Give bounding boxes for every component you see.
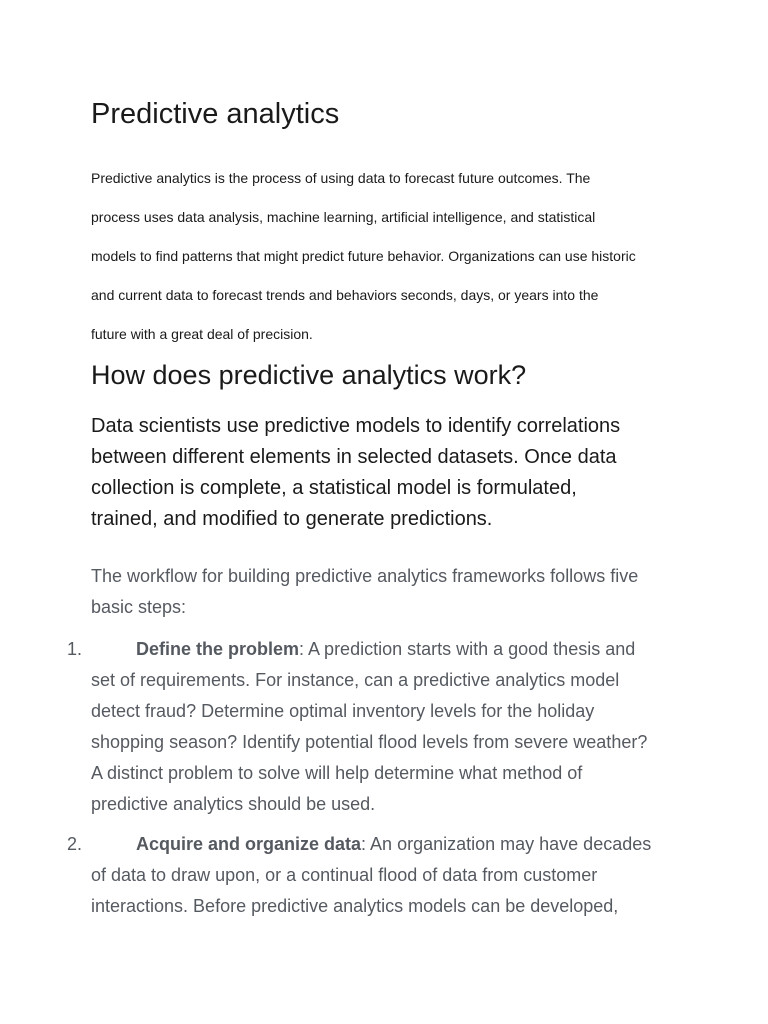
step-line: A distinct problem to solve will help determine what method of <box>91 763 583 783</box>
step-first-text: : A prediction starts with a good thesis and <box>299 639 636 659</box>
step-line: of data to draw upon, or a continual flood of data from customer <box>91 865 598 885</box>
workflow-line: basic steps: <box>91 597 187 617</box>
step-number: 2. <box>67 834 83 854</box>
step-title: Acquire and organize data <box>136 834 362 854</box>
step-title: Define the problem <box>136 639 300 659</box>
step-line: set of requirements. For instance, can a predictive analytics model <box>91 670 620 690</box>
intro-paragraph <box>91 159 701 354</box>
lead-line: trained, and modified to generate predictions. <box>91 508 493 530</box>
step-first-line <box>91 829 711 860</box>
step-first-text: : An organization may have decades <box>361 834 652 854</box>
lead-line: collection is complete, a statistical model is formulated, <box>91 477 577 499</box>
intro-line: models to find patterns that might predict future behavior. Organizations can use historic <box>91 248 636 264</box>
intro-line: and current data to forecast trends and behaviors seconds, days, or years into the <box>91 287 599 303</box>
section-heading: How does predictive analytics work? <box>91 360 527 390</box>
workflow-paragraph <box>91 561 711 623</box>
step-line: predictive analytics should be used. <box>91 794 376 814</box>
intro-line: process uses data analysis, machine learning, artificial intelligence, and statistical <box>91 209 596 225</box>
step-body <box>91 829 711 922</box>
lead-paragraph <box>91 411 711 535</box>
step-body <box>91 634 711 820</box>
step-line: shopping season? Identify potential flood levels from severe weather? <box>91 732 648 752</box>
workflow-line: The workflow for building predictive analytics frameworks follows five <box>91 566 639 586</box>
step-line: detect fraud? Determine optimal inventory levels for the holiday <box>91 701 595 721</box>
page-title: Predictive analytics <box>91 98 340 130</box>
intro-line: Predictive analytics is the process of using data to forecast future outcomes. The <box>91 170 591 186</box>
step-line: interactions. Before predictive analytics models can be developed, <box>91 896 619 916</box>
lead-line: Data scientists use predictive models to identify correlations <box>91 415 621 437</box>
step-number: 1. <box>67 639 83 659</box>
intro-line: future with a great deal of precision. <box>91 326 313 342</box>
step-first-line <box>91 634 711 665</box>
lead-line: between different elements in selected datasets. Once data <box>91 446 617 468</box>
